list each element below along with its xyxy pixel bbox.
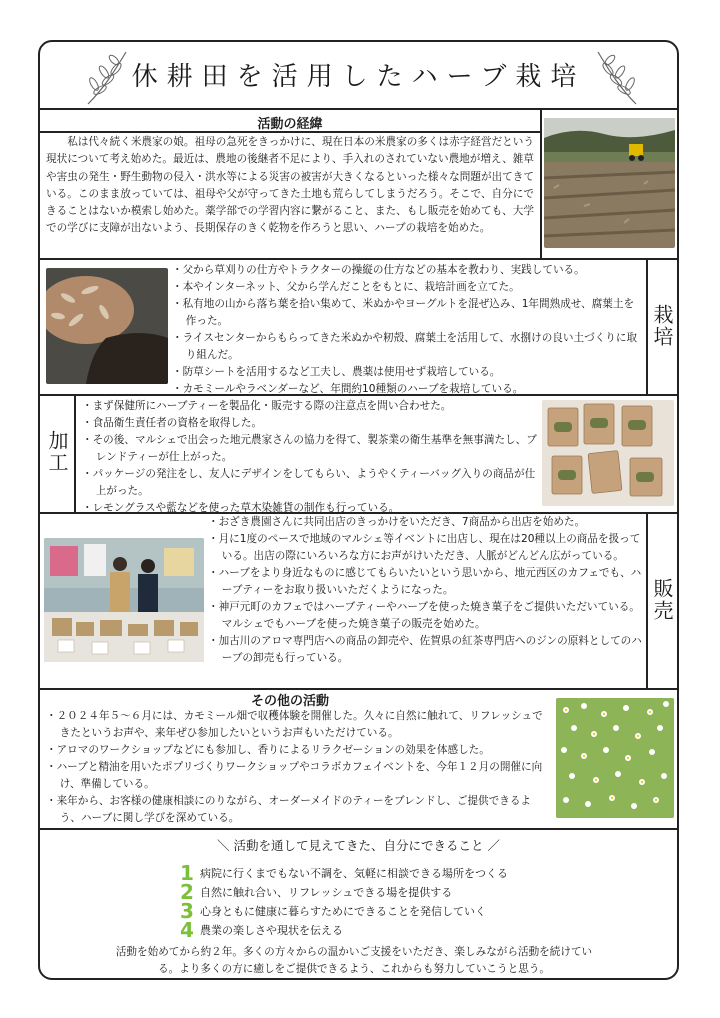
list-item: ・神戸元町のカフェではハーブティーやハーブを使った焼き菓子をご提供いただいている。マルシェでもハーブを使った焼き菓子の販売を始めた。 <box>208 601 640 630</box>
goals-heading: ＼ 活動を通して見えてきた、自分にできること ／ <box>217 838 500 853</box>
background-section <box>40 110 677 258</box>
list-item: ・私有地の山から落ち葉を拾い集めて、米ぬかやヨーグルトを混ぜ込み、1年間熟成せ、腐葉土を作った。 <box>172 298 635 327</box>
sales-label: 販売 <box>650 578 674 622</box>
market-stall-photo <box>44 538 204 662</box>
list-item: ・ハーブと精油を用いたポプリづくりワークショップやコラボカフェイベントを、今年１２月の開催に向け、準備している。 <box>46 761 543 790</box>
processing-label: 加工 <box>45 430 69 474</box>
list-item: ・本やインターネット、父から学んだことをもとに、栽培計画を立てた。 <box>172 281 520 293</box>
goal-number: 4 <box>180 918 194 942</box>
goals-section <box>40 828 677 980</box>
closing-text: 活動を始めてから約２年。多くの方々からの温かいご支援をいただき、楽しみながら活動を続けている。より多くの方に癒しをご提供できるよう、これからも努力していこうと思う。 <box>115 946 593 975</box>
sales-section <box>40 512 677 688</box>
sales-list <box>208 514 644 667</box>
goal-item <box>174 861 614 885</box>
list-item: ・防草シートを活用するなど工夫し、農薬は使用せず栽培している。 <box>172 366 501 378</box>
goal-text: 心身ともに健康に暮らすためにできることを発信していく <box>200 905 486 918</box>
tea-packages-photo <box>542 400 674 506</box>
other-activities-section <box>40 688 677 828</box>
list-item: ・おざき農園さんに共同出店のきっかけをいただき、7商品から出店を始めた。 <box>208 516 586 528</box>
list-item: ・レモングラスや藍などを使った草木染雑貨の制作も行っている。 <box>82 502 400 514</box>
processing-section <box>40 394 677 512</box>
right-leaf-sprig-icon <box>580 46 644 110</box>
list-item: ・その後、マルシェで出会った地元農家さんの協力を得て、製茶業の衛生基準を無事満たし、ブレンドティーが仕上がった。 <box>82 434 537 463</box>
goal-text: 病院に行くまでもない不調を、気軽に相談できる場所をつくる <box>200 867 508 880</box>
list-item: ・まず保健所にハーブティーを製品化・販売する際の注意点を問い合わせた。 <box>82 400 452 412</box>
list-item: ・ハーブをより身近なものに感じてもらいたいという思いから、地元西区のカフェでも、ハーブティーをお取り扱いいただくようになった。 <box>208 567 642 596</box>
other-list <box>46 708 546 827</box>
poster-frame <box>38 40 679 980</box>
list-item: ・月に1度のペースで地域のマルシェ等イベントに出店し、現在は20種以上の商品を扱っている。出店の際にいろいろな方にお声がけいただき、人脈がどんどん広がっている。 <box>208 533 641 562</box>
cultivation-list <box>172 262 642 398</box>
goal-number: 3 <box>180 899 194 923</box>
list-item: ・加古川のアロマ専門店への商品の卸売や、佐賀県の紅茶専門店へのジンの原料としてのハーブの卸売も行っている。 <box>208 635 642 664</box>
background-heading: 活動の経緯 <box>257 117 323 132</box>
goal-item <box>174 899 614 923</box>
chamomile-field-photo <box>556 698 674 818</box>
other-heading: その他の活動 <box>250 694 329 709</box>
list-item: ・父から草刈りの仕方やトラクターの操縦の仕方などの基本を教わり、実践している。 <box>172 264 585 276</box>
list-item: ・ライスセンターからもらってきた米ぬかや籾殻、腐葉土を活用して、水捌けの良い土づくりに取り組んだ。 <box>172 332 638 361</box>
cultivation-section <box>40 258 677 394</box>
divider <box>40 131 540 133</box>
list-item: ・アロマのワークショップなどにも参加し、香りによるリラクゼーションの効果を体感した。 <box>46 744 490 756</box>
list-item: ・食品衛生責任者の資格を取得した。 <box>82 417 263 429</box>
goal-item <box>174 918 614 942</box>
list-item: ・来年から、お客様の健康相談にのりながら、オーダーメイドのティーをブレンドし、ご提供できるよう、ハーブに関し学びを深めている。 <box>46 795 532 824</box>
goal-number: 2 <box>180 880 194 904</box>
divider <box>74 394 76 512</box>
page-title: 休耕田を活用したハーブ栽培 <box>131 62 586 92</box>
list-item: ・２０２４年５〜６月には、カモミール畑で収穫体験を開催した。久々に自然に触れて、リフレッシュできたというお声や、来年ぜひ参加したいというお声もいただけている。 <box>46 710 543 739</box>
compost-photo <box>46 268 168 384</box>
list-item: ・カモミールやラベンダーなど、年間約10種類のハーブを栽培している。 <box>172 383 524 395</box>
background-text: 私は代々続く米農家の娘。祖母の急死をきっかけに、現在日本の米農家の多くは赤字経営だという現状について考え始めた。最近は、農地の後継者不足により、手入れのされていない農地が増え、雑草や害虫の発生・野生動物の侵入・洪水等による災害の被害が大きくなるといった様々な問題が出てきている。このまま放っていては、祖母や父が守ってきた土地も荒らしてしまうだろう。そこで、自分にできることはないか模索し始めた。薬学部での学習内容に繋がること、また、もし販売を始めても、大学での学びに支障が出ないよう、長期保存のきく乾物を作ろうと思い、ハーブの栽培を始めた。 <box>46 136 534 235</box>
goal-text: 農業の楽しさや現状を伝える <box>200 924 343 937</box>
goals-list <box>174 861 614 942</box>
processing-list <box>82 398 538 517</box>
title-band <box>40 42 677 110</box>
list-item: ・パッケージの発注をし、友人にデザインをしてもらい、ようやくティーバッグ入りの商品が仕上がった。 <box>82 468 536 497</box>
goal-number: 1 <box>180 861 194 885</box>
goal-item <box>174 880 614 904</box>
divider <box>540 110 542 258</box>
goal-text: 自然に触れ合い、リフレッシュできる場を提供する <box>200 886 453 899</box>
tractor-field-photo <box>544 118 675 248</box>
cultivation-label: 栽培 <box>650 304 674 348</box>
